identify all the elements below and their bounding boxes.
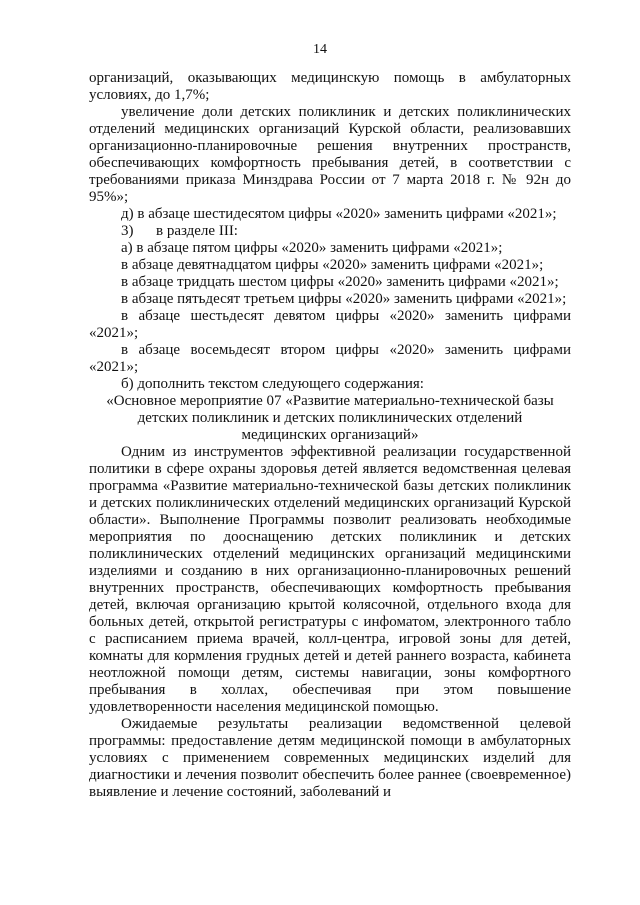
paragraph: в абзаце тридцать шестом цифры «2020» заменить цифрами «2021»; <box>121 274 559 290</box>
page-number: 14 <box>313 42 327 57</box>
paragraph: д) в абзаце шестидесятом цифры «2020» заменить цифрами «2021»; <box>121 206 557 222</box>
paragraph: увеличение доли детских поликлиник и детских поликлинических отделений медицинских организаций Курской области, реализовавших организационно-планировочные решения внутренних пространств, обеспечивающих комфортность пребывания детей, в соответствии с требованиями приказа Минздрава России от 7 марта 2018 г. № 92н до 95%»; <box>89 104 571 205</box>
paragraph: Одним из инструментов эффективной реализации государственной политики в сфере охраны здоровья детей является ведомственная целевая программа «Развитие материально-технической базы детских поликлиник и детских поликлинических отделений медицинских организаций Курской области». Выполнение Программы позволит реализовать необходимые мероприятия по дооснащению детских поликлиник и детских поликлинических отделений медицинских организаций медицинскими изделиями и созданию в них организационно-планировочных решений внутренних пространств, обеспечивающих комфортность пребывания детей, включая организацию крытой колясочной, отдельного входа для больных детей, открытой регистратуры с инфоматом, электронного табло с расписанием приема врачей, колл-центра, игровой зоны для детей, комнаты для кормления грудных детей и детей раннего возраста, кабинета неотложной помощи детям, системы навигации, зоны комфортного пребывания в холлах, обеспечивая при этом повышение удовлетворенности населения медицинской помощью. <box>89 444 571 715</box>
paragraph: 3) в разделе III: <box>121 223 238 239</box>
paragraph: в абзаце девятнадцатом цифры «2020» заменить цифрами «2021»; <box>121 257 544 273</box>
paragraph: организаций, оказывающих медицинскую помощь в амбулаторных условиях, до 1,7%; <box>89 70 571 103</box>
paragraph: а) в абзаце пятом цифры «2020» заменить цифрами «2021»; <box>121 240 503 256</box>
document-body <box>89 70 571 801</box>
paragraph: б) дополнить текстом следующего содержания: <box>121 376 424 392</box>
section-heading: «Основное мероприятие 07 «Развитие материально-технической базы детских поликлиник и детских поликлинических отделений медицинских организаций» <box>106 393 554 443</box>
paragraph: Ожидаемые результаты реализации ведомственной целевой программы: предоставление детям медицинской помощи в амбулаторных условиях с применением современных медицинских изделий для диагностики и лечения позволит обеспечить более раннее (своевременное) выявление и лечение состояний, заболеваний и <box>89 716 571 800</box>
paragraph: в абзаце шестьдесят девятом цифры «2020» заменить цифрами «2021»; <box>89 308 571 341</box>
paragraph: в абзаце пятьдесят третьем цифры «2020» заменить цифрами «2021»; <box>121 291 567 307</box>
paragraph: в абзаце восемьдесят втором цифры «2020» заменить цифрами «2021»; <box>89 342 571 375</box>
